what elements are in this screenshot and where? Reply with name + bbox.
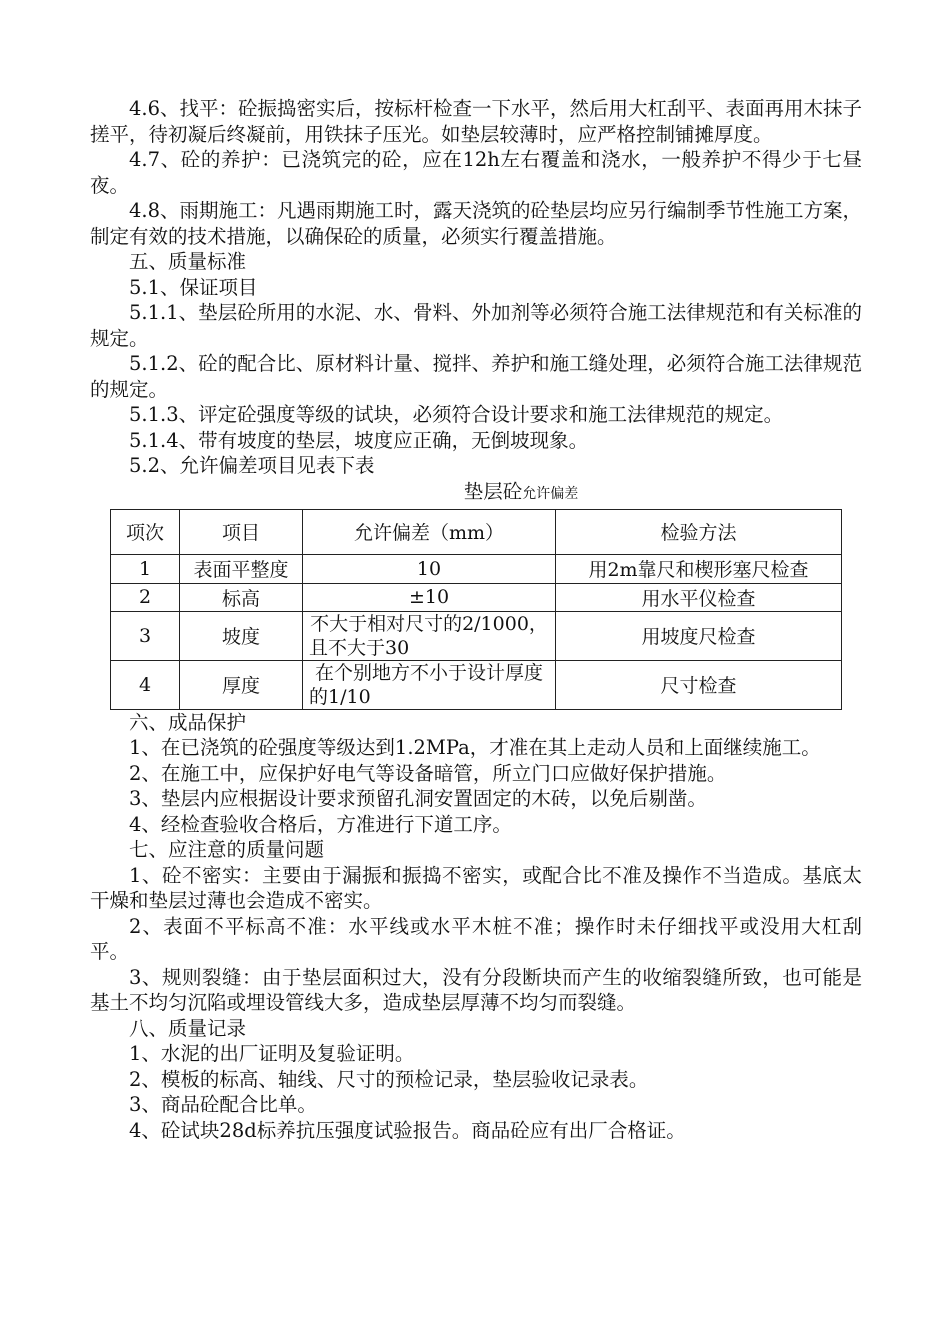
section-heading: 六、成品保护 (129, 710, 247, 734)
table-caption (90, 479, 862, 507)
section-heading: 5.2、允许偏差项目见表下表 (129, 454, 375, 477)
cell-tolerance: 在个别地方不小于设计厚度的1/10 (303, 660, 556, 709)
section-heading: 4、砼试块28d标养抗压强度试验报告。商品砼应有出厂合格证。 (129, 1118, 686, 1142)
section-heading: 2、模板的标高、轴线、尺寸的预检记录，垫层验收记录表。 (129, 1067, 649, 1091)
section-heading: 1、水泥的出厂证明及复验证明。 (129, 1042, 415, 1065)
cell-tolerance: 10 (303, 554, 556, 583)
cell-method: 用坡度尺检查 (556, 611, 842, 660)
paragraph: 5.1.3、评定砼强度等级的试块，必须符合设计要求和施工法律规范的规定。 (129, 403, 784, 426)
table-header-row (111, 509, 842, 554)
section-heading: 5.1.4、带有坡度的垫层，坡度应正确，无倒坡现象。 (129, 428, 589, 452)
header-item: 项目 (180, 509, 303, 554)
section-heading: 八、质量记录 (129, 1016, 247, 1040)
section-heading: 2、在施工中，应保护好电气等设备暗管，所立门口应做好保护措施。 (129, 761, 727, 785)
paragraph: 5.1.2、砼的配合比、原材料计量、搅拌、养护和施工缝处理，必须符合施工法律规范的规定。 (90, 352, 862, 401)
bottom-section (90, 710, 862, 1144)
cell-no: 1 (111, 554, 180, 583)
paragraph: 3、规则裂缝：由于垫层面积过大，没有分段断块而产生的收缩裂缝所致，也可能是基土不均匀沉陷或埋设管线大多，造成垫层厚薄不均匀而裂缝。 (90, 965, 862, 1014)
header-no: 项次 (111, 509, 180, 554)
paragraph: 4.8、雨期施工：凡遇雨期施工时，露天浇筑的砼垫层均应另行编制季节性施工方案，制定有效的技术措施，以确保砼的质量，必须实行覆盖措施。 (90, 199, 863, 248)
document-page (90, 96, 862, 1143)
section-heading: 5.1、保证项目 (129, 275, 258, 299)
section-heading: 七、应注意的质量问题 (129, 838, 325, 861)
cell-tolerance: ±10 (303, 583, 556, 611)
paragraph: 4.6、找平：砼振捣密实后，按标杆检查一下水平，然后用大杠刮平、表面再用木抹子搓平，待初凝后终凝前，用铁抹子压光。如垫层较薄时，应严格控制铺摊厚度。 (90, 97, 863, 146)
cell-item: 厚度 (180, 660, 303, 709)
cell-no: 3 (111, 611, 180, 660)
paragraph: 2、表面不平标高不准：水平线或水平木桩不准；操作时未仔细找平或没用大杠刮平。 (90, 914, 862, 963)
cell-item: 坡度 (180, 611, 303, 660)
cell-no: 4 (111, 660, 180, 709)
paragraph: 5.1.1、垫层砼所用的水泥、水、骨料、外加剂等必须符合施工法律规范和有关标准的规定。 (90, 301, 862, 350)
table-row (111, 554, 842, 583)
cell-tolerance: 不大于相对尺寸的2/1000，且不大于30 (303, 611, 556, 660)
paragraph: 4.7、砼的养护：已浇筑完的砼，应在12h左右覆盖和浇水，一般养护不得少于七昼夜。 (90, 148, 862, 197)
header-method: 检验方法 (556, 509, 842, 554)
section-heading: 3、商品砼配合比单。 (129, 1093, 317, 1116)
cell-method: 尺寸检查 (556, 660, 842, 709)
section-heading: 4、经检查验收合格后，方准进行下道工序。 (129, 812, 512, 836)
top-section (90, 96, 862, 479)
paragraph: 1、砼不密实：主要由于漏振和振捣不密实，或配合比不准及操作不当造成。基底太干燥和垫层过薄也会造成不密实。 (90, 863, 862, 912)
table-caption-main: 垫层砼 (463, 479, 523, 503)
table-row (111, 611, 842, 660)
cell-method: 用水平仪检查 (556, 583, 842, 611)
cell-no: 2 (111, 583, 180, 611)
table-caption-small: 允许偏差 (522, 485, 579, 502)
section-heading: 五、质量标准 (129, 250, 247, 273)
paragraph: 1、在已浇筑的砼强度等级达到1.2MPa，才准在其上走动人员和上面继续施工。 (129, 736, 821, 759)
table-row (111, 660, 842, 709)
header-tolerance: 允许偏差（mm） (303, 509, 556, 554)
tolerance-table (110, 509, 842, 710)
cell-item: 表面平整度 (180, 554, 303, 583)
cell-item: 标高 (180, 583, 303, 611)
table-row (111, 583, 842, 611)
section-heading: 3、垫层内应根据设计要求预留孔洞安置固定的木砖，以免后剔凿。 (129, 787, 707, 810)
cell-method: 用2m靠尺和楔形塞尺检查 (556, 554, 842, 583)
